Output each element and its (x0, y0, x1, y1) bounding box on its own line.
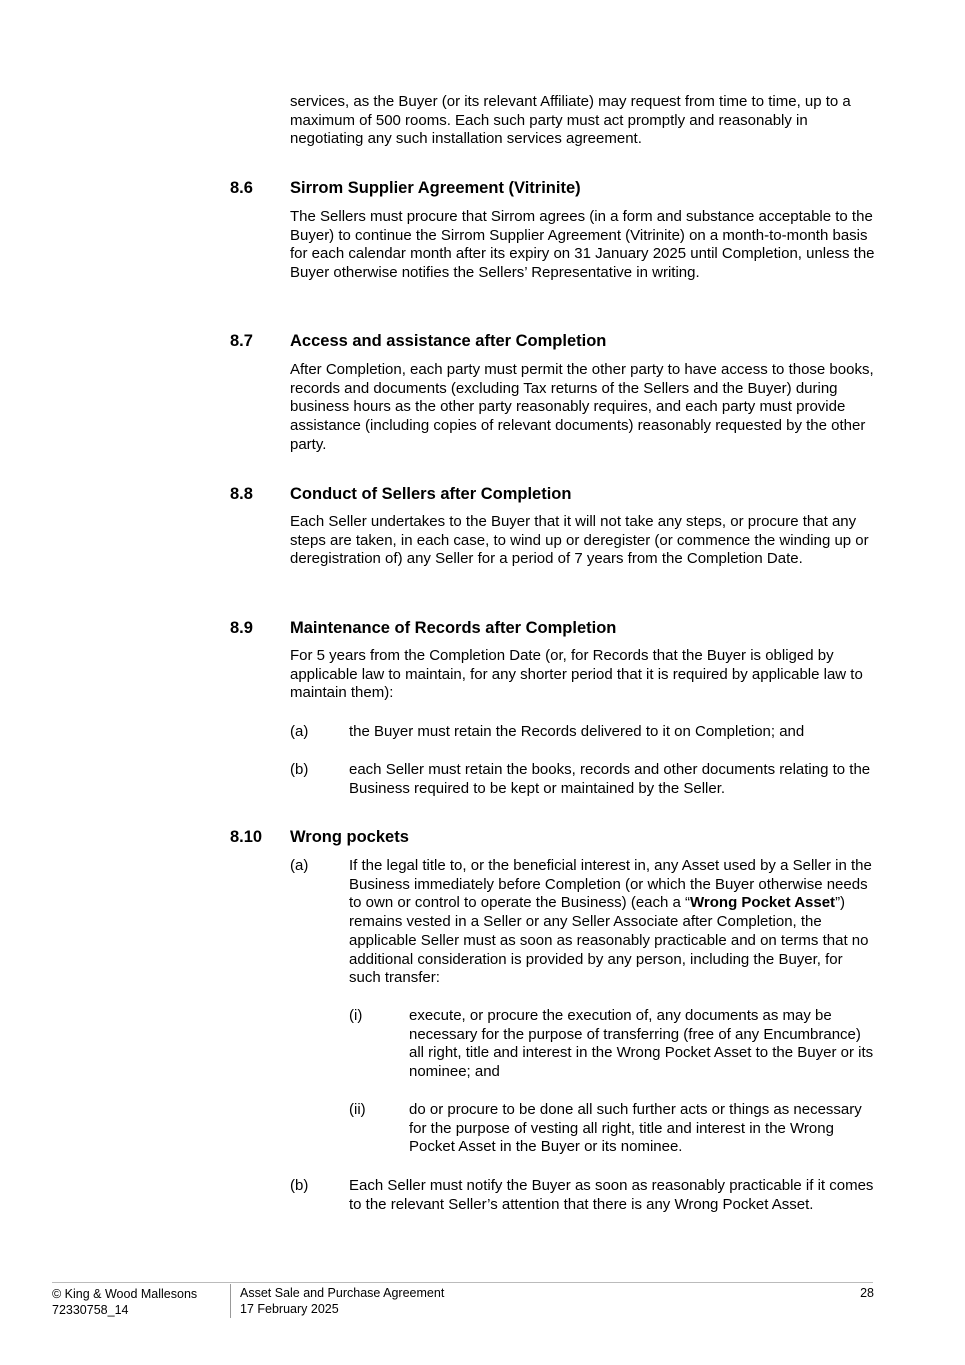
list-label: (b) (290, 1177, 309, 1194)
section-number: 8.10 (230, 828, 263, 846)
section-8-6-body: The Sellers must procure that Sirrom agrees (in a form and substance acceptable to the Buyer) to continue the Sirrom Supplier Agreement (Vitrinite) on a month-to-month basis for each calendar month after its expiry on 31 January 2025 until Completion, unless the Buyer otherwise notifies the Sellers’ Representative in writing. (290, 208, 875, 282)
section-number: 8.9 (230, 619, 253, 637)
list-label: (a) (290, 857, 309, 874)
section-number: 8.7 (230, 332, 253, 350)
intro-paragraph: services, as the Buyer (or its relevant Affiliate) may request from time to time, up to a maximum of 500 rooms. Each such party must act promptly and reasonably in negotiating any such installation services agreement. (290, 93, 851, 148)
list-text: Each Seller must notify the Buyer as soon as reasonably practicable if it comes to the relevant Seller’s attention that there is any Wrong Pocket Asset. (349, 1177, 874, 1213)
footer-date: 17 February 2025 (240, 1302, 339, 1316)
list-text (349, 857, 875, 988)
section-title: Sirrom Supplier Agreement (Vitrinite) (290, 179, 581, 197)
section-number: 8.6 (230, 179, 253, 197)
section-8-9-body: For 5 years from the Completion Date (or, for Records that the Buyer is obliged by applicable law to maintain, for any shorter period that it is required by applicable law to maintain them): (290, 647, 863, 702)
list-label: (b) (290, 761, 309, 778)
section-title: Maintenance of Records after Completion (290, 619, 617, 637)
list-text: the Buyer must retain the Records delivered to it on Completion; and (349, 723, 805, 740)
list-text: each Seller must retain the books, records and other documents relating to the Business required to be kept or maintained by the Seller. (349, 761, 871, 797)
footer-doc-id: 72330758_14 (52, 1303, 129, 1317)
list-text: do or procure to be done all such further acts or things as necessary for the purpose of vesting all right, title and interest in the Wrong Pocket Asset in the Buyer or its nominee. (409, 1101, 862, 1156)
list-text-part: ”) remains vested in a Seller or any Seller Associate after Completion, the applicable Seller must as soon as reasonably practicable and on terms that no additional consideration is provided by any person, including the Buyer, for such transfer: (349, 894, 869, 987)
list-label: (ii) (349, 1101, 366, 1118)
page-number: 28 (860, 1286, 874, 1300)
list-label: (i) (349, 1007, 363, 1024)
section-title: Access and assistance after Completion (290, 332, 607, 350)
list-label: (a) (290, 723, 309, 740)
footer-divider (52, 1282, 873, 1283)
list-text: execute, or procure the execution of, any documents as may be necessary for the purpose of transferring (free of any Encumbrance) all right, title and interest in the Wrong Pocket Asset to the Buyer or its nominee; and (409, 1007, 874, 1081)
section-8-8-body: Each Seller undertakes to the Buyer that it will not take any steps, or procure that any steps are taken, in each case, to wind up or deregister (or commence the winding up or deregistration of) any Seller for a period of 7 years from the Completion Date. (290, 513, 869, 568)
section-title: Wrong pockets (290, 828, 409, 846)
defined-term: Wrong Pocket Asset (690, 894, 836, 912)
footer-firm: © King & Wood Mallesons (52, 1287, 198, 1301)
section-number: 8.8 (230, 485, 253, 503)
section-8-7-body: After Completion, each party must permit the other party to have access to those books, records and documents (excluding Tax returns of the Sellers and the Buyer) during business hours as the other party reasonably requires, and each party must provide assistance (including copies of relevant documents) reasonably requested by the other party. (290, 361, 874, 453)
footer-separator (230, 1284, 231, 1318)
list-text-part: If the legal title to, or the beneficial interest in, any Asset used by a Seller in the Business immediately before Completion (or which the Buyer otherwise needs to own or control to operate the Business) (each a “ (349, 857, 872, 912)
footer-doc-title: Asset Sale and Purchase Agreement (240, 1286, 445, 1300)
section-title: Conduct of Sellers after Completion (290, 485, 572, 503)
